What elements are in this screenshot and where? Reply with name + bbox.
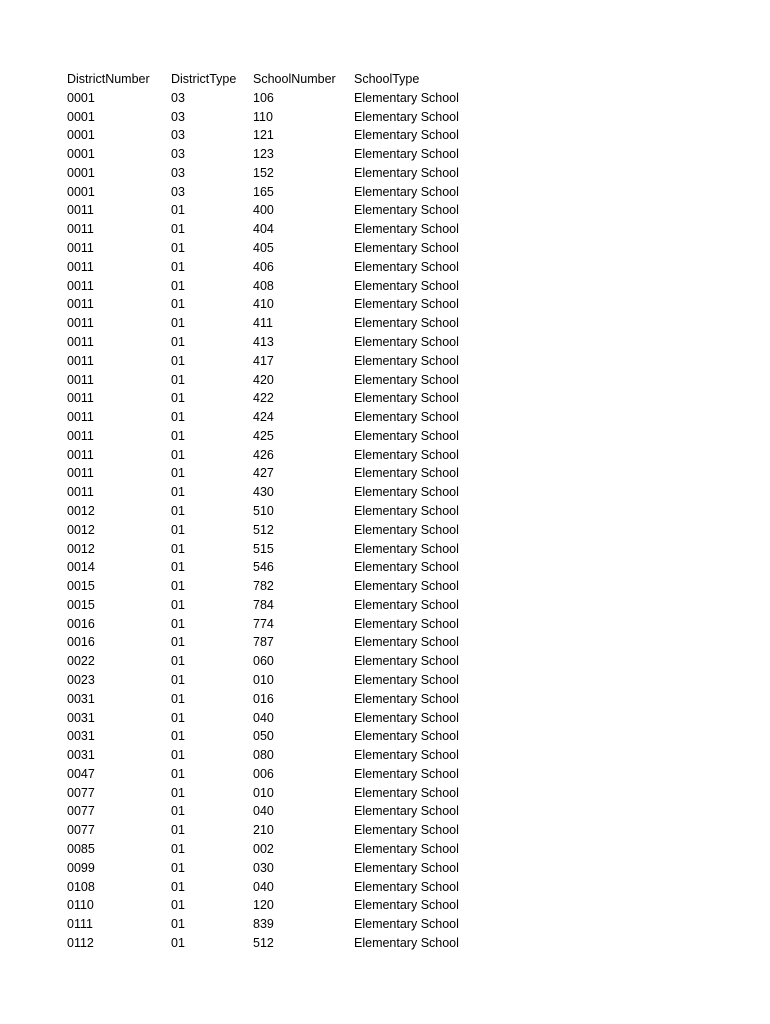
school-number-cell: 120 [253, 898, 274, 913]
district-number-cell: 0011 [67, 316, 94, 331]
table-row [67, 183, 487, 202]
school-number-cell: 010 [253, 673, 274, 687]
district-number-cell: 0012 [67, 541, 95, 556]
school-type-cell: Elementary School [354, 203, 459, 218]
district-type-cell: 01 [171, 391, 185, 406]
district-number-cell: 0023 [67, 673, 95, 687]
district-type-cell: 01 [171, 334, 185, 349]
school-type-cell: Elementary School [354, 372, 459, 387]
school-number-cell: 512 [253, 935, 274, 950]
table-row [67, 502, 487, 521]
school-type-cell: Elementary School [354, 710, 459, 725]
table-row [67, 239, 487, 258]
school-type-cell: Elementary School [354, 147, 459, 162]
table-body [67, 89, 487, 953]
school-type-cell: Elementary School [354, 597, 459, 612]
header-district-type: DistrictType [171, 72, 237, 86]
district-number-cell: 0077 [67, 804, 95, 819]
school-number-cell: 165 [253, 184, 274, 199]
school-type-cell: Elementary School [354, 503, 459, 518]
school-number-cell: 430 [253, 485, 274, 500]
school-type-cell: Elementary School [354, 654, 459, 669]
district-type-cell: 01 [171, 804, 185, 819]
school-number-cell: 010 [253, 785, 274, 800]
school-number-cell: 408 [253, 278, 274, 293]
header-district-number: DistrictNumber [67, 72, 150, 86]
district-number-cell: 0001 [67, 128, 95, 143]
school-number-cell: 040 [253, 804, 274, 819]
district-number-cell: 0022 [67, 654, 95, 669]
district-type-cell: 01 [171, 766, 185, 781]
district-type-cell: 01 [171, 428, 185, 443]
school-type-cell: Elementary School [354, 729, 459, 744]
district-number-cell: 0015 [67, 579, 95, 594]
table-row [67, 765, 487, 784]
district-number-cell: 0031 [67, 748, 95, 763]
table-row [67, 934, 487, 953]
district-number-cell: 0031 [67, 691, 95, 706]
district-type-cell: 01 [171, 503, 185, 518]
school-type-cell: Elementary School [354, 860, 459, 875]
table-row [67, 389, 487, 408]
school-type-cell: Elementary School [354, 785, 459, 800]
district-number-cell: 0016 [67, 635, 95, 650]
district-type-cell: 01 [171, 579, 185, 594]
table-row [67, 371, 487, 390]
school-type-cell: Elementary School [354, 90, 459, 105]
school-type-cell: Elementary School [354, 579, 459, 594]
district-type-cell: 03 [171, 165, 185, 180]
table-row [67, 802, 487, 821]
table-row [67, 464, 487, 483]
district-type-cell: 01 [171, 410, 185, 425]
school-type-cell: Elementary School [354, 109, 459, 124]
school-type-cell: Elementary School [354, 184, 459, 199]
table-row [67, 446, 487, 465]
table-row [67, 352, 487, 371]
table-row [67, 220, 487, 239]
district-type-cell: 01 [171, 541, 185, 556]
district-type-cell: 01 [171, 842, 185, 857]
school-type-cell: Elementary School [354, 428, 459, 443]
district-number-cell: 0012 [67, 522, 95, 537]
school-number-cell: 152 [253, 165, 274, 180]
table-row [67, 727, 487, 746]
district-type-cell: 01 [171, 560, 185, 575]
district-type-cell: 01 [171, 616, 185, 631]
district-type-cell: 01 [171, 297, 185, 312]
district-type-cell: 01 [171, 898, 185, 913]
table-row [67, 821, 487, 840]
district-type-cell: 01 [171, 673, 185, 687]
table-row [67, 784, 487, 803]
district-number-cell: 0011 [67, 447, 94, 462]
school-type-cell: Elementary School [354, 673, 459, 687]
school-type-cell: Elementary School [354, 560, 459, 575]
district-number-cell: 0031 [67, 729, 95, 744]
school-type-cell: Elementary School [354, 635, 459, 650]
district-type-cell: 01 [171, 748, 185, 763]
school-type-cell: Elementary School [354, 898, 459, 913]
district-number-cell: 0111 [67, 917, 93, 932]
district-number-cell: 0011 [67, 278, 94, 293]
header-school-number: SchoolNumber [253, 72, 336, 86]
district-number-cell: 0001 [67, 184, 95, 199]
district-number-cell: 0015 [67, 597, 95, 612]
district-number-cell: 0011 [67, 428, 94, 443]
school-type-cell: Elementary School [354, 842, 459, 857]
table-header [67, 70, 487, 89]
school-number-cell: 774 [253, 616, 274, 631]
school-number-cell: 210 [253, 823, 274, 838]
district-number-cell: 0011 [67, 259, 94, 274]
district-type-cell: 01 [171, 466, 185, 481]
table-row [67, 333, 487, 352]
district-number-cell: 0011 [67, 353, 94, 368]
school-number-cell: 016 [253, 691, 274, 706]
school-type-cell: Elementary School [354, 466, 459, 481]
district-type-cell: 01 [171, 522, 185, 537]
school-number-cell: 413 [253, 334, 274, 349]
school-number-cell: 512 [253, 522, 274, 537]
table-row [67, 615, 487, 634]
district-number-cell: 0047 [67, 766, 95, 781]
school-number-cell: 426 [253, 447, 274, 462]
spreadsheet-page [67, 70, 487, 953]
school-number-cell: 405 [253, 241, 274, 256]
district-type-cell: 01 [171, 259, 185, 274]
school-type-cell: Elementary School [354, 616, 459, 631]
table-row [67, 145, 487, 164]
data-table [67, 70, 487, 953]
district-type-cell: 01 [171, 222, 185, 237]
school-number-cell: 121 [253, 128, 274, 143]
district-number-cell: 0011 [67, 334, 94, 349]
table-row [67, 840, 487, 859]
district-type-cell: 01 [171, 860, 185, 875]
table-row [67, 596, 487, 615]
district-number-cell: 0077 [67, 785, 95, 800]
district-type-cell: 03 [171, 128, 185, 143]
school-type-cell: Elementary School [354, 691, 459, 706]
school-number-cell: 420 [253, 372, 274, 387]
district-type-cell: 01 [171, 729, 185, 744]
school-number-cell: 510 [253, 503, 274, 518]
school-type-cell: Elementary School [354, 879, 459, 894]
district-number-cell: 0011 [67, 466, 94, 481]
school-type-cell: Elementary School [354, 823, 459, 838]
district-number-cell: 0001 [67, 147, 95, 162]
header-school-type: SchoolType [354, 72, 420, 86]
table-row [67, 709, 487, 728]
school-number-cell: 417 [253, 353, 274, 368]
header-row [67, 70, 487, 89]
district-type-cell: 01 [171, 823, 185, 838]
district-type-cell: 03 [171, 90, 185, 105]
table-row [67, 878, 487, 897]
district-type-cell: 01 [171, 785, 185, 800]
school-type-cell: Elementary School [354, 447, 459, 462]
table-row [67, 108, 487, 127]
district-number-cell: 0016 [67, 616, 95, 631]
district-number-cell: 0112 [67, 935, 94, 950]
district-number-cell: 0110 [67, 898, 94, 913]
table-row [67, 521, 487, 540]
district-type-cell: 03 [171, 147, 185, 162]
district-number-cell: 0085 [67, 842, 95, 857]
district-number-cell: 0012 [67, 503, 95, 518]
school-number-cell: 425 [253, 428, 274, 443]
school-number-cell: 040 [253, 710, 274, 725]
school-type-cell: Elementary School [354, 334, 459, 349]
school-number-cell: 787 [253, 635, 274, 650]
school-number-cell: 422 [253, 391, 274, 406]
district-type-cell: 01 [171, 353, 185, 368]
school-type-cell: Elementary School [354, 541, 459, 556]
table-row [67, 126, 487, 145]
school-number-cell: 123 [253, 147, 274, 162]
table-row [67, 277, 487, 296]
school-type-cell: Elementary School [354, 391, 459, 406]
table-row [67, 577, 487, 596]
table-row [67, 652, 487, 671]
school-type-cell: Elementary School [354, 316, 459, 331]
school-number-cell: 410 [253, 297, 274, 312]
district-number-cell: 0011 [67, 203, 94, 218]
school-type-cell: Elementary School [354, 353, 459, 368]
table-row [67, 295, 487, 314]
district-number-cell: 0031 [67, 710, 95, 725]
school-number-cell: 050 [253, 729, 274, 744]
school-type-cell: Elementary School [354, 935, 459, 950]
school-number-cell: 040 [253, 879, 274, 894]
district-type-cell: 01 [171, 635, 185, 650]
school-number-cell: 400 [253, 203, 274, 218]
school-number-cell: 424 [253, 410, 274, 425]
district-number-cell: 0001 [67, 165, 95, 180]
district-type-cell: 01 [171, 917, 185, 932]
district-type-cell: 01 [171, 447, 185, 462]
school-number-cell: 406 [253, 259, 274, 274]
table-row [67, 859, 487, 878]
school-type-cell: Elementary School [354, 748, 459, 763]
school-number-cell: 782 [253, 579, 274, 594]
table-row [67, 690, 487, 709]
district-type-cell: 01 [171, 935, 185, 950]
district-type-cell: 01 [171, 485, 185, 500]
table-row [67, 746, 487, 765]
school-number-cell: 030 [253, 860, 274, 875]
table-row [67, 258, 487, 277]
school-type-cell: Elementary School [354, 917, 459, 932]
school-type-cell: Elementary School [354, 297, 459, 312]
district-number-cell: 0011 [67, 485, 94, 500]
table-row [67, 314, 487, 333]
district-type-cell: 01 [171, 316, 185, 331]
district-type-cell: 01 [171, 372, 185, 387]
school-type-cell: Elementary School [354, 241, 459, 256]
school-number-cell: 411 [253, 316, 273, 331]
table-row [67, 896, 487, 915]
district-number-cell: 0077 [67, 823, 95, 838]
district-type-cell: 03 [171, 184, 185, 199]
table-row [67, 671, 487, 690]
school-number-cell: 839 [253, 917, 274, 932]
school-type-cell: Elementary School [354, 259, 459, 274]
school-type-cell: Elementary School [354, 766, 459, 781]
table-row [67, 633, 487, 652]
table-row [67, 89, 487, 108]
school-number-cell: 110 [253, 109, 273, 124]
table-row [67, 201, 487, 220]
district-number-cell: 0011 [67, 410, 94, 425]
district-number-cell: 0011 [67, 372, 94, 387]
school-number-cell: 427 [253, 466, 274, 481]
district-number-cell: 0011 [67, 297, 94, 312]
table-row [67, 558, 487, 577]
district-number-cell: 0014 [67, 560, 95, 575]
school-number-cell: 404 [253, 222, 274, 237]
school-number-cell: 515 [253, 541, 274, 556]
school-type-cell: Elementary School [354, 222, 459, 237]
district-type-cell: 01 [171, 654, 185, 669]
school-number-cell: 002 [253, 842, 274, 857]
school-type-cell: Elementary School [354, 165, 459, 180]
school-type-cell: Elementary School [354, 278, 459, 293]
school-number-cell: 784 [253, 597, 274, 612]
district-number-cell: 0001 [67, 109, 95, 124]
school-number-cell: 006 [253, 766, 274, 781]
school-type-cell: Elementary School [354, 804, 459, 819]
school-number-cell: 106 [253, 90, 274, 105]
table-row [67, 540, 487, 559]
school-type-cell: Elementary School [354, 485, 459, 500]
district-number-cell: 0011 [67, 241, 94, 256]
district-number-cell: 0011 [67, 222, 94, 237]
table-row [67, 915, 487, 934]
district-type-cell: 01 [171, 278, 185, 293]
table-row [67, 427, 487, 446]
district-number-cell: 0011 [67, 391, 94, 406]
school-type-cell: Elementary School [354, 410, 459, 425]
school-number-cell: 546 [253, 560, 274, 575]
district-type-cell: 01 [171, 879, 185, 894]
table-row [67, 164, 487, 183]
district-number-cell: 0108 [67, 879, 95, 894]
school-type-cell: Elementary School [354, 522, 459, 537]
district-number-cell: 0001 [67, 90, 95, 105]
school-number-cell: 060 [253, 654, 274, 669]
school-type-cell: Elementary School [354, 128, 459, 143]
district-number-cell: 0099 [67, 860, 95, 875]
district-type-cell: 01 [171, 691, 185, 706]
school-number-cell: 080 [253, 748, 274, 763]
district-type-cell: 01 [171, 597, 185, 612]
table-row [67, 483, 487, 502]
district-type-cell: 01 [171, 241, 185, 256]
district-type-cell: 03 [171, 109, 185, 124]
district-type-cell: 01 [171, 710, 185, 725]
district-type-cell: 01 [171, 203, 185, 218]
table-row [67, 408, 487, 427]
